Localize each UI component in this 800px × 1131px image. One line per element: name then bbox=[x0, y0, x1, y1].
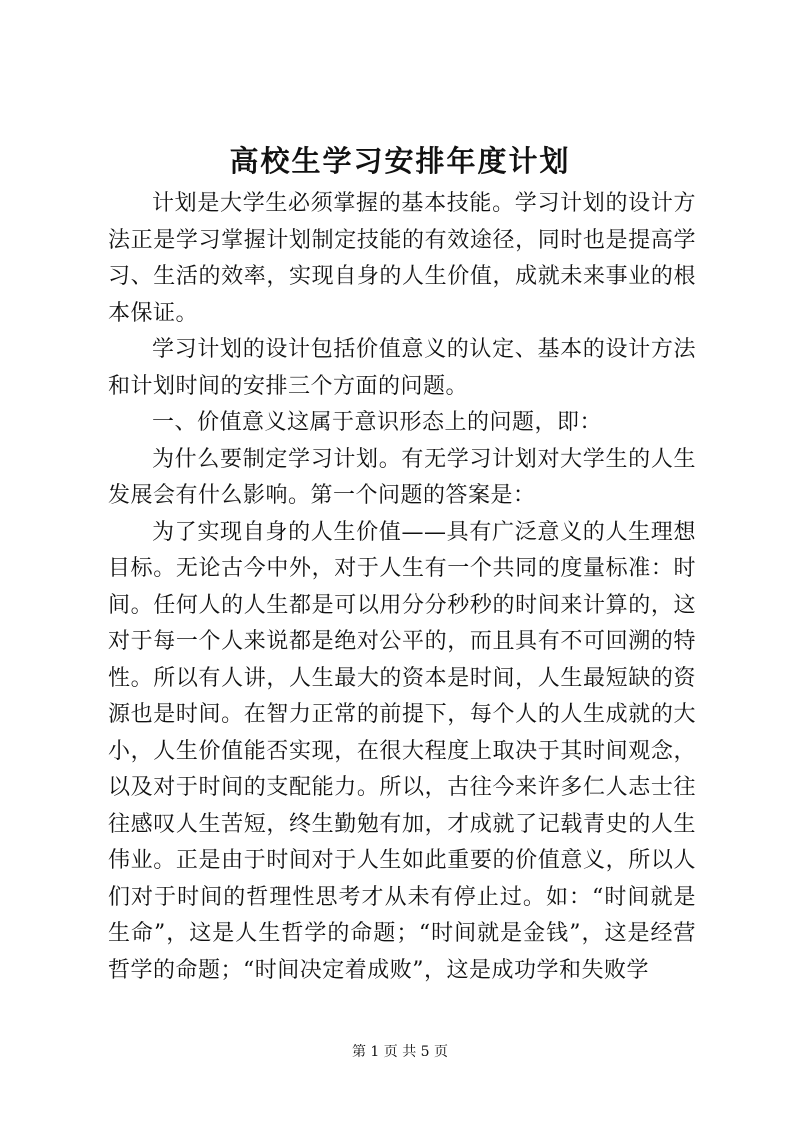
document-title: 高校生学习安排年度计划 bbox=[229, 144, 571, 178]
paragraph-answer: 为了实现自身的人生价值——具有广泛意义的人生理想目标。无论古今中外，对于人生有一个共同的度量标准：时间。任何人的人生都是可以用分分秒秒的时间来计算的，这对于每一个人来说都是绝对公平的，而且具有不可回溯的特性。所以有人讲，人生最大的资本是时间，人生最短缺的资源也是时间。在智力正常的前提下，每个人的人生成就的大小，人生价值能否实现，在很大程度上取决于其时间观念，以及对于时间的支配能力。所以，古往今来许多仁人志士往往感叹人生苦短，终生勤勉有加，才成就了记载青史的人生伟业。正是由于时间对于人生如此重要的价值意义，所以人们对于时间的哲理性思考才从未有停止过。如：“时间就是生命”，这是人生哲学的命题；“时间就是金钱”，这是经营哲学的命题；“时间决定着成败”，这是成功学和失败学 bbox=[108, 519, 696, 983]
paragraph-question: 为什么要制定学习计划。有无学习计划对大学生的人生发展会有什么影响。第一个问题的答案是： bbox=[108, 446, 696, 508]
section-heading-value: 一、价值意义这属于意识形态上的问题，即： bbox=[152, 410, 603, 435]
page-footer: 第 1 页 共 5 页 bbox=[351, 1044, 449, 1060]
paragraph-intro: 计划是大学生必须掌握的基本技能。学习计划的设计方法正是学习掌握计划制定技能的有效途径，同时也是提高学习、生活的效率，实现自身的人生价值，成就未来事业的根本保证。 bbox=[108, 191, 696, 326]
paragraph-overview: 学习计划的设计包括价值意义的认定、基本的设计方法和计划时间的安排三个方面的问题。 bbox=[108, 337, 696, 399]
document-body bbox=[108, 186, 696, 989]
